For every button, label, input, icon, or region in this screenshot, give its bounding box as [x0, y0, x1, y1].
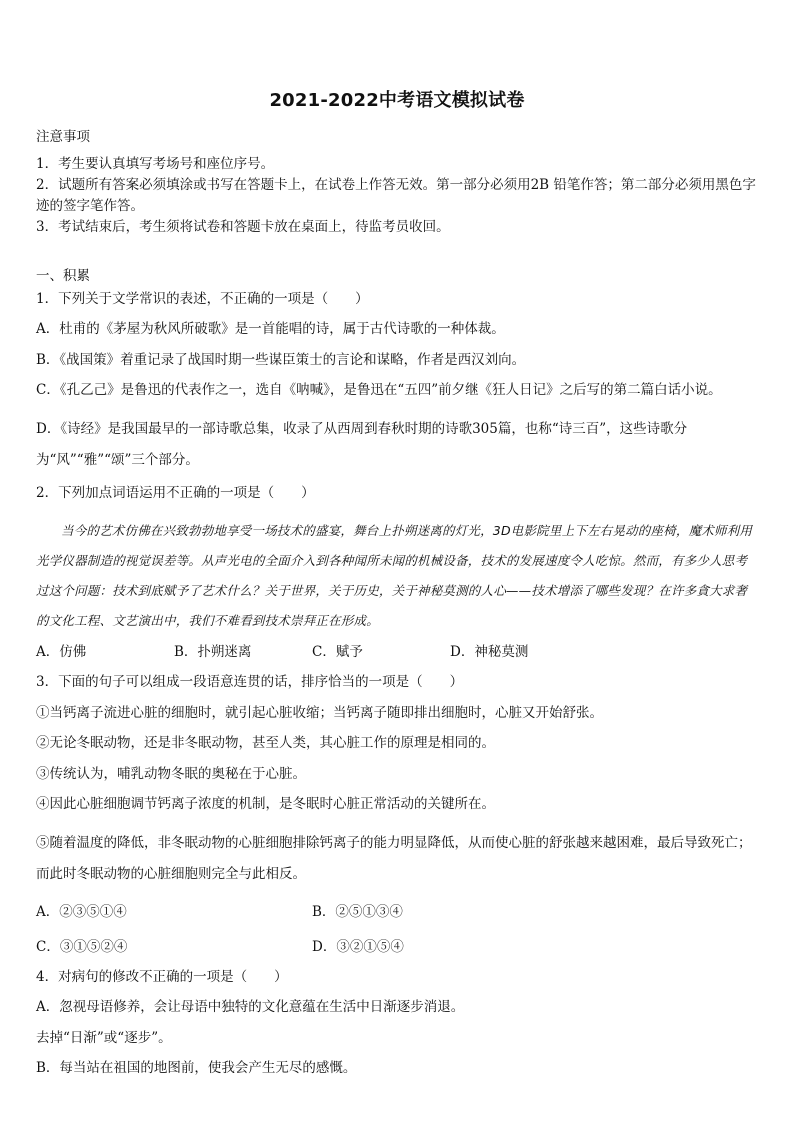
notice-heading: 注意事项 — [36, 129, 90, 145]
question-3-sentence-4: ④因此心脏细胞调节钙离子浓度的机制，是冬眠时心脏正常活动的关键所在。 — [36, 796, 495, 813]
question-4-option-a: A．忽视母语修养，会让母语中独特的文化意蕴在生活中日渐逐步消退。 — [36, 999, 465, 1016]
section-heading: 一、积累 — [36, 267, 90, 284]
question-3-options-row-1 — [36, 900, 758, 920]
question-1-stem: 1．下列关于文学常识的表述，不正确的一项是（ ） — [36, 290, 369, 307]
question-2-option-b: B．扑朔迷离 — [174, 644, 252, 661]
question-1-option-d: D．《诗经》是我国最早的一部诗歌总集，收录了从西周到春秋时期的诗歌305篇，也称“诗三百”，这些诗歌分为“风”“雅”“颂”三个部分。 — [36, 420, 688, 468]
question-3-option-a: A．②③⑤①④ — [36, 903, 127, 920]
question-2-stem: 2．下列加点词语运用不正确的一项是（ ） — [36, 484, 315, 501]
notice-item-3: 3．考试结束后，考生须将试卷和答题卡放在桌面上，待监考员收回。 — [36, 218, 450, 235]
question-4-option-a-fix: 去掉“日渐”或“逐步”。 — [36, 1029, 172, 1046]
notice-item-2: 2．试题所有答案必须填涂或书写在答题卡上，在试卷上作答无效。第一部分必须用2B 铅笔作答；第二部分必须用黑色字迹的签字笔作答。 — [36, 176, 756, 214]
question-1-option-a: A．杜甫的《茅屋为秋风所破歌》是一首能唱的诗，属于古代诗歌的一种体裁。 — [36, 321, 505, 338]
question-3-sentence-3: ③传统认为，哺乳动物冬眠的奥秘在于心脏。 — [36, 765, 306, 782]
question-2-passage: 当今的艺术仿佛在兴致勃勃地享受一场技术的盛宴，舞台上扑朔迷离的灯光，3D电影院里上下左右晃动的座椅，魔术师利用光学仪器制造的视觉误差等。从声光电的全面介入到各种闻所未闻的机械设备，技术的发展速度令人吃惊。然而，有多少人思考过这个问题：技术到底赋予了艺术什么？关于世界，关于历史，关于神秘莫测的人心——技术增添了哪些发现？在许多貪大求奢的文化工程、文艺演出中，我们不难看到技术崇拜正在形成。 — [36, 523, 753, 629]
question-3-sentence-2: ②无论冬眠动物，还是非冬眠动物，甚至人类，其心脏工作的原理是相同的。 — [36, 735, 495, 752]
question-3-option-c: C．③①⑤②④ — [36, 938, 128, 955]
question-1-option-c: C．《孔乙己》是鲁迅的代表作之一，选自《呐喊》，是鲁迅在“五四”前夕继《狂人日记》之后写的第二篇白话小说。 — [36, 382, 722, 399]
notice-item-1: 1．考生要认真填写考场号和座位序号。 — [36, 155, 275, 172]
question-3-option-d: D．③②①⑤④ — [312, 938, 404, 955]
question-3-sentence-5: ⑤随着温度的降低，非冬眠动物的心脏细胞排除钙离子的能力明显降低，从而使心脏的舒张越来越困难，最后导致死亡；而此时冬眠动物的心脏细胞则完全与此相反。 — [36, 834, 752, 882]
question-4-option-b: B．每当站在祖国的地图前，使我会产生无尽的感慨。 — [36, 1060, 357, 1077]
question-2-options — [36, 640, 758, 660]
question-2-option-c: C．赋予 — [312, 644, 363, 661]
question-4-stem: 4．对病句的修改不正确的一项是（ ） — [36, 968, 288, 985]
question-3-sentence-1: ①当钙离子流进心脏的细胞时，就引起心脏收缩；当钙离子随即排出细胞时，心脏又开始舒张。 — [36, 704, 603, 721]
question-3-stem: 3．下面的句子可以组成一段语意连贯的话，排序恰当的一项是（ ） — [36, 674, 464, 691]
question-3-options-row-2 — [36, 935, 758, 955]
question-3-option-b: B．②⑤①③④ — [312, 903, 403, 920]
exam-title: 2021-2022中考语文模拟试卷 — [269, 90, 525, 111]
question-1-option-b: B．《战国策》着重记录了战国时期一些谋臣策士的言论和谋略，作者是西汉刘向。 — [36, 351, 526, 368]
question-2-option-a: A．仿佛 — [36, 644, 87, 661]
question-2-option-d: D．神秘莫测 — [450, 644, 529, 661]
